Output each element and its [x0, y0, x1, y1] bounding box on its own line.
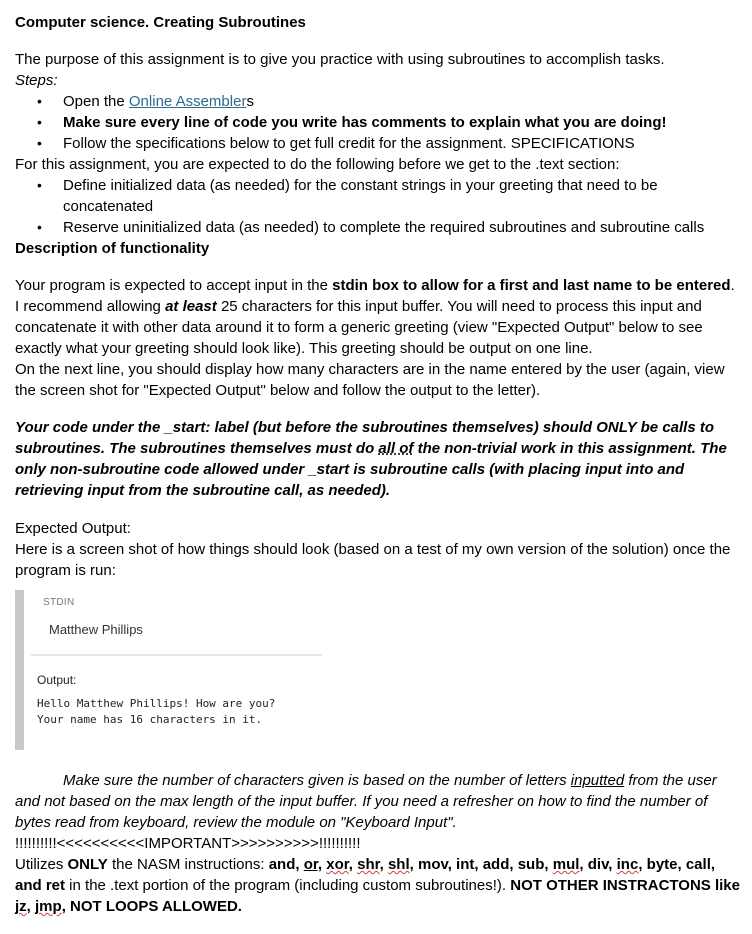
para-text: the non-trivial work in this assignment. The only non-subroutine code allowed under _start is subroutine calls (with placing input into and retrieving input from the subroutine call, as needed).: [15, 440, 727, 499]
output-line-1: Hello Matthew Phillips! How are you?: [37, 697, 276, 710]
para-bold: stdin box to allow for a first and last name to be entered: [332, 277, 731, 294]
instr-sep: ,: [348, 856, 358, 873]
instr-sep: , NOT LOOPS ALLOWED.: [61, 898, 242, 915]
step-text: Open the: [63, 93, 129, 110]
instr-jmp: jmp: [35, 898, 62, 915]
stdin-label: STDIN: [43, 597, 75, 608]
note-underlined: inputted: [570, 772, 625, 789]
document-body: [15, 12, 740, 917]
next-line-paragraph: On the next line, you should display how many characters are in the name entered by the user (again, view the screen shot for "Expected Output" below and follow the output to the letter).: [15, 361, 725, 399]
instr-mul: mul: [552, 856, 580, 873]
steps-list: [15, 91, 740, 154]
para-text: . I recommend allowing: [15, 277, 735, 315]
instr-bold: ONLY: [67, 856, 108, 873]
para-bold-italic: at least: [165, 298, 217, 315]
instr-sep: , byte, call, and ret: [15, 856, 716, 894]
instr-shl: shl: [387, 856, 410, 873]
expected-output-screenshot: [15, 590, 322, 750]
instr-sep: ,: [26, 898, 36, 915]
start-label-paragraph: [15, 417, 740, 501]
instr-text: in the .text portion of the program (including custom subroutines!).: [65, 877, 511, 894]
list-item: • Define initialized data (as needed) for the constant strings in your greeting that need to be concatenated: [15, 175, 740, 217]
instr-text: Utilizes: [15, 856, 68, 873]
instr-text: the NASM instructions:: [107, 856, 269, 873]
para-text: Your program is expected to accept input in the: [15, 277, 333, 294]
list-item: [15, 112, 740, 133]
before-text-paragraph: For this assignment, you are expected to do the following before we get to the .text section:: [15, 156, 620, 173]
para-dotted: all of: [378, 440, 414, 457]
step-text: Follow the specifications below to get full credit for the assignment. SPECIFICATIONS: [63, 135, 635, 152]
instr-jz: jz: [15, 898, 27, 915]
output-line-2: Your name has 16 characters in it.: [37, 713, 263, 726]
note-paragraph: [15, 770, 740, 833]
list-item: [15, 133, 740, 154]
instr-sep: , div,: [579, 856, 617, 873]
important-banner: !!!!!!!!!!<<<<<<<<<<IMPORTANT>>>>>>>>>>!!!!!!!!!!: [15, 835, 361, 852]
list-item: [15, 91, 740, 112]
step-text-suffix: s: [246, 93, 254, 110]
online-assembler-link[interactable]: Online Assembler: [128, 93, 247, 110]
functionality-paragraph: [15, 275, 740, 359]
instructions-paragraph: [15, 854, 740, 917]
note-text: Make sure the number of characters given is based on the number of letters: [63, 772, 571, 789]
screenshot-scrollbar: [15, 590, 24, 750]
instr-or: or,: [303, 856, 323, 873]
para-text: 25 characters for this input buffer. You will need to process this input and concatenate it with other data around it to form a generic greeting (view "Expected Output" below to see exactly what your greeting should look like). This greeting should be output on one line.: [15, 298, 703, 357]
expected-output-label: Expected Output:: [15, 520, 131, 537]
steps-label: Steps:: [15, 72, 58, 89]
description-heading: Description of functionality: [15, 240, 210, 257]
screenshot-divider: [31, 654, 322, 656]
output-label: Output:: [37, 673, 77, 687]
list-item: • Reserve uninitialized data (as needed) to complete the required subroutines and subroutine calls: [15, 217, 740, 238]
stdin-value: Matthew Phillips: [49, 622, 143, 637]
instr-sep: ,: [379, 856, 388, 873]
instr-and: and,: [268, 856, 304, 873]
instr-inc: inc: [616, 856, 639, 873]
instr-sep: , mov, int, add, sub,: [409, 856, 553, 873]
expected-output-description: Here is a screen shot of how things should look (based on a test of my own version of the solution) once the program is run:: [15, 541, 731, 579]
step-text-bold: Make sure every line of code you write has comments to explain what you are doing!: [63, 114, 667, 131]
note-text: from the user and not based on the max length of the input buffer. If you need a refresher on how to find the number of bytes read from keyboard, review the module on "Keyboard Input".: [15, 772, 717, 831]
intro-paragraph: The purpose of this assignment is to give you practice with using subroutines to accomplish tasks.: [15, 51, 665, 68]
page-title: Computer science. Creating Subroutines: [15, 14, 306, 31]
instr-shr: shr: [357, 856, 380, 873]
data-requirements-list: [15, 175, 740, 238]
output-text: [37, 696, 275, 728]
instr-not-other: NOT OTHER INSTRACTONS like: [510, 877, 740, 894]
instr-xor: xor: [326, 856, 349, 873]
para-text: Your code under the _start: label (but before the subroutines themselves) should ONLY be calls to subroutines. The subroutines themselves must do: [15, 419, 715, 457]
